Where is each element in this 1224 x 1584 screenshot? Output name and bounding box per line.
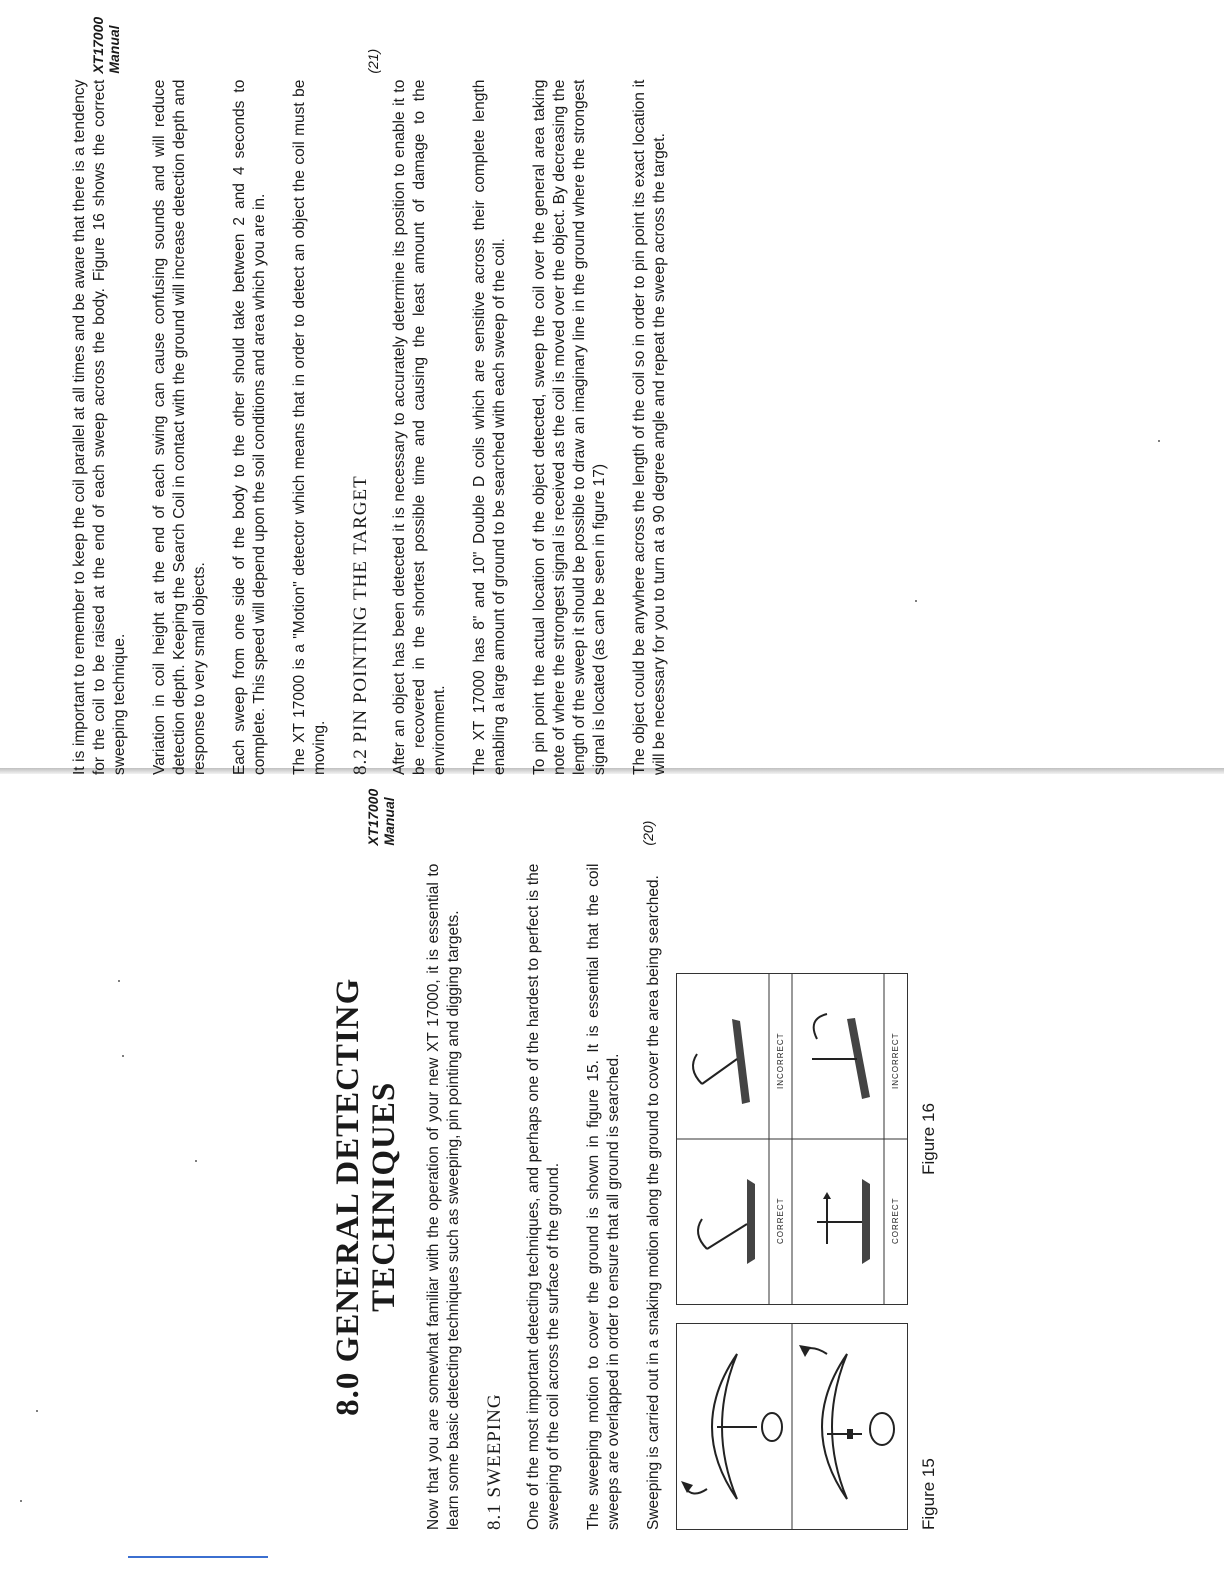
sweeping-paragraph-2: The sweeping motion to cover the ground is shown in figure 15. It is essential that the coil sweeps are overlapped in order to ensure that all ground is searched. [585,863,622,1530]
sweeping-paragraph-3: Sweeping is carried out in a snaking motion along the ground to cover the area being searched. [645,875,662,1530]
figure-15 [676,1323,939,1530]
fig16-label-4: INCORRECT [891,1032,900,1089]
left-footer-name: XT17000 Manual [365,788,397,846]
right-page-number: (21) [365,48,381,74]
panel-incorrect-2 [812,1014,870,1099]
figure-16-caption: Figure 16 [919,1103,938,1175]
intro-paragraph: Now that you are somewhat familiar with the operation of your new XT 17000, it is essential to learn some basic detecting techniques such as sweeping, pin pointing and digging targets. [425,863,462,1530]
fig16-label-2: INCORRECT [776,1032,785,1089]
paragraph-motion-detector: The XT 17000 is a "Motion" detector which means that in order to detect an object the coil must be moving. [291,79,328,775]
figures-row [676,864,939,1530]
paragraph-sweep-speed: Each sweep from one side of the body to the other should take between 2 and 4 seconds to complete. This speed will depend upon the soil conditions and area which you are in. [231,79,268,775]
left-page-number: (20) [640,820,656,846]
left-page [40,788,938,1530]
paragraph-double-d-coils: The XT 17000 has 8" and 10" Double D coils which are sensitive across their complete length enabling a large amount of ground to be searched with each sweep of the coil. [471,79,508,775]
fig16-label-3: CORRECT [891,1197,900,1244]
right-page [60,16,820,775]
panel-correct-2 [817,1179,870,1264]
figure-15-caption: Figure 15 [919,1458,938,1530]
figure-16 [676,973,939,1305]
fig16-label-1: CORRECT [776,1197,785,1244]
pen-underline [128,1556,268,1558]
paragraph-pinpoint-method: To pin point the actual location of the object detected, sweep the coil over the general area taking note of where the strongest signal is received as the coil is moved over the object. By decreasing the length of the sweep it should be possible to draw an imaginary line in the ground where the strongest signal is located (as can be seen in figure 17) [531,79,608,775]
section-title-8-1: 8.1 SWEEPING [484,1393,505,1530]
right-footer-name: XT17000 Manual [90,16,122,74]
sweeping-paragraph-1: One of the most important detecting techniques, and perhaps one of the hardest to perfect is the sweeping of the coil across the surface of the ground. [525,863,562,1530]
paragraph-coil-height: Variation in coil height at the end of each swing can cause confusing sounds and will reduce detection depth. Keeping the Search Coil in contact with the ground will increase detection depth and response to very small objects. [151,79,208,775]
paragraph-coil-parallel: It is important to remember to keep the coil parallel at all times and be aware that there is a tendency for the coil to be raised at the end of each sweep across the body. Figure 16 shows the correct sweeping technique. [71,79,128,775]
panel-correct-1 [698,1179,755,1264]
chapter-heading: 8.0 GENERAL DETECTING TECHNIQUES [330,977,402,1416]
panel-incorrect-1 [693,1019,750,1104]
paragraph-turn-90: The object could be anywhere across the length of the coil so in order to pin point its exact location it will be necessary for you to turn at a 90 degree angle and repeat the sweep across the target. [631,79,668,775]
section-title-8-2: 8.2 PIN POINTING THE TARGET [350,475,371,775]
figure-16-illustration [676,973,908,1305]
paragraph-pinpoint-intro: After an object has been detected it is necessary to accurately determine its position to enable it to be recovered in the shortest possible time and causing the least amount of damage to the environment. [391,79,448,775]
figure-15-illustration [676,1323,908,1530]
